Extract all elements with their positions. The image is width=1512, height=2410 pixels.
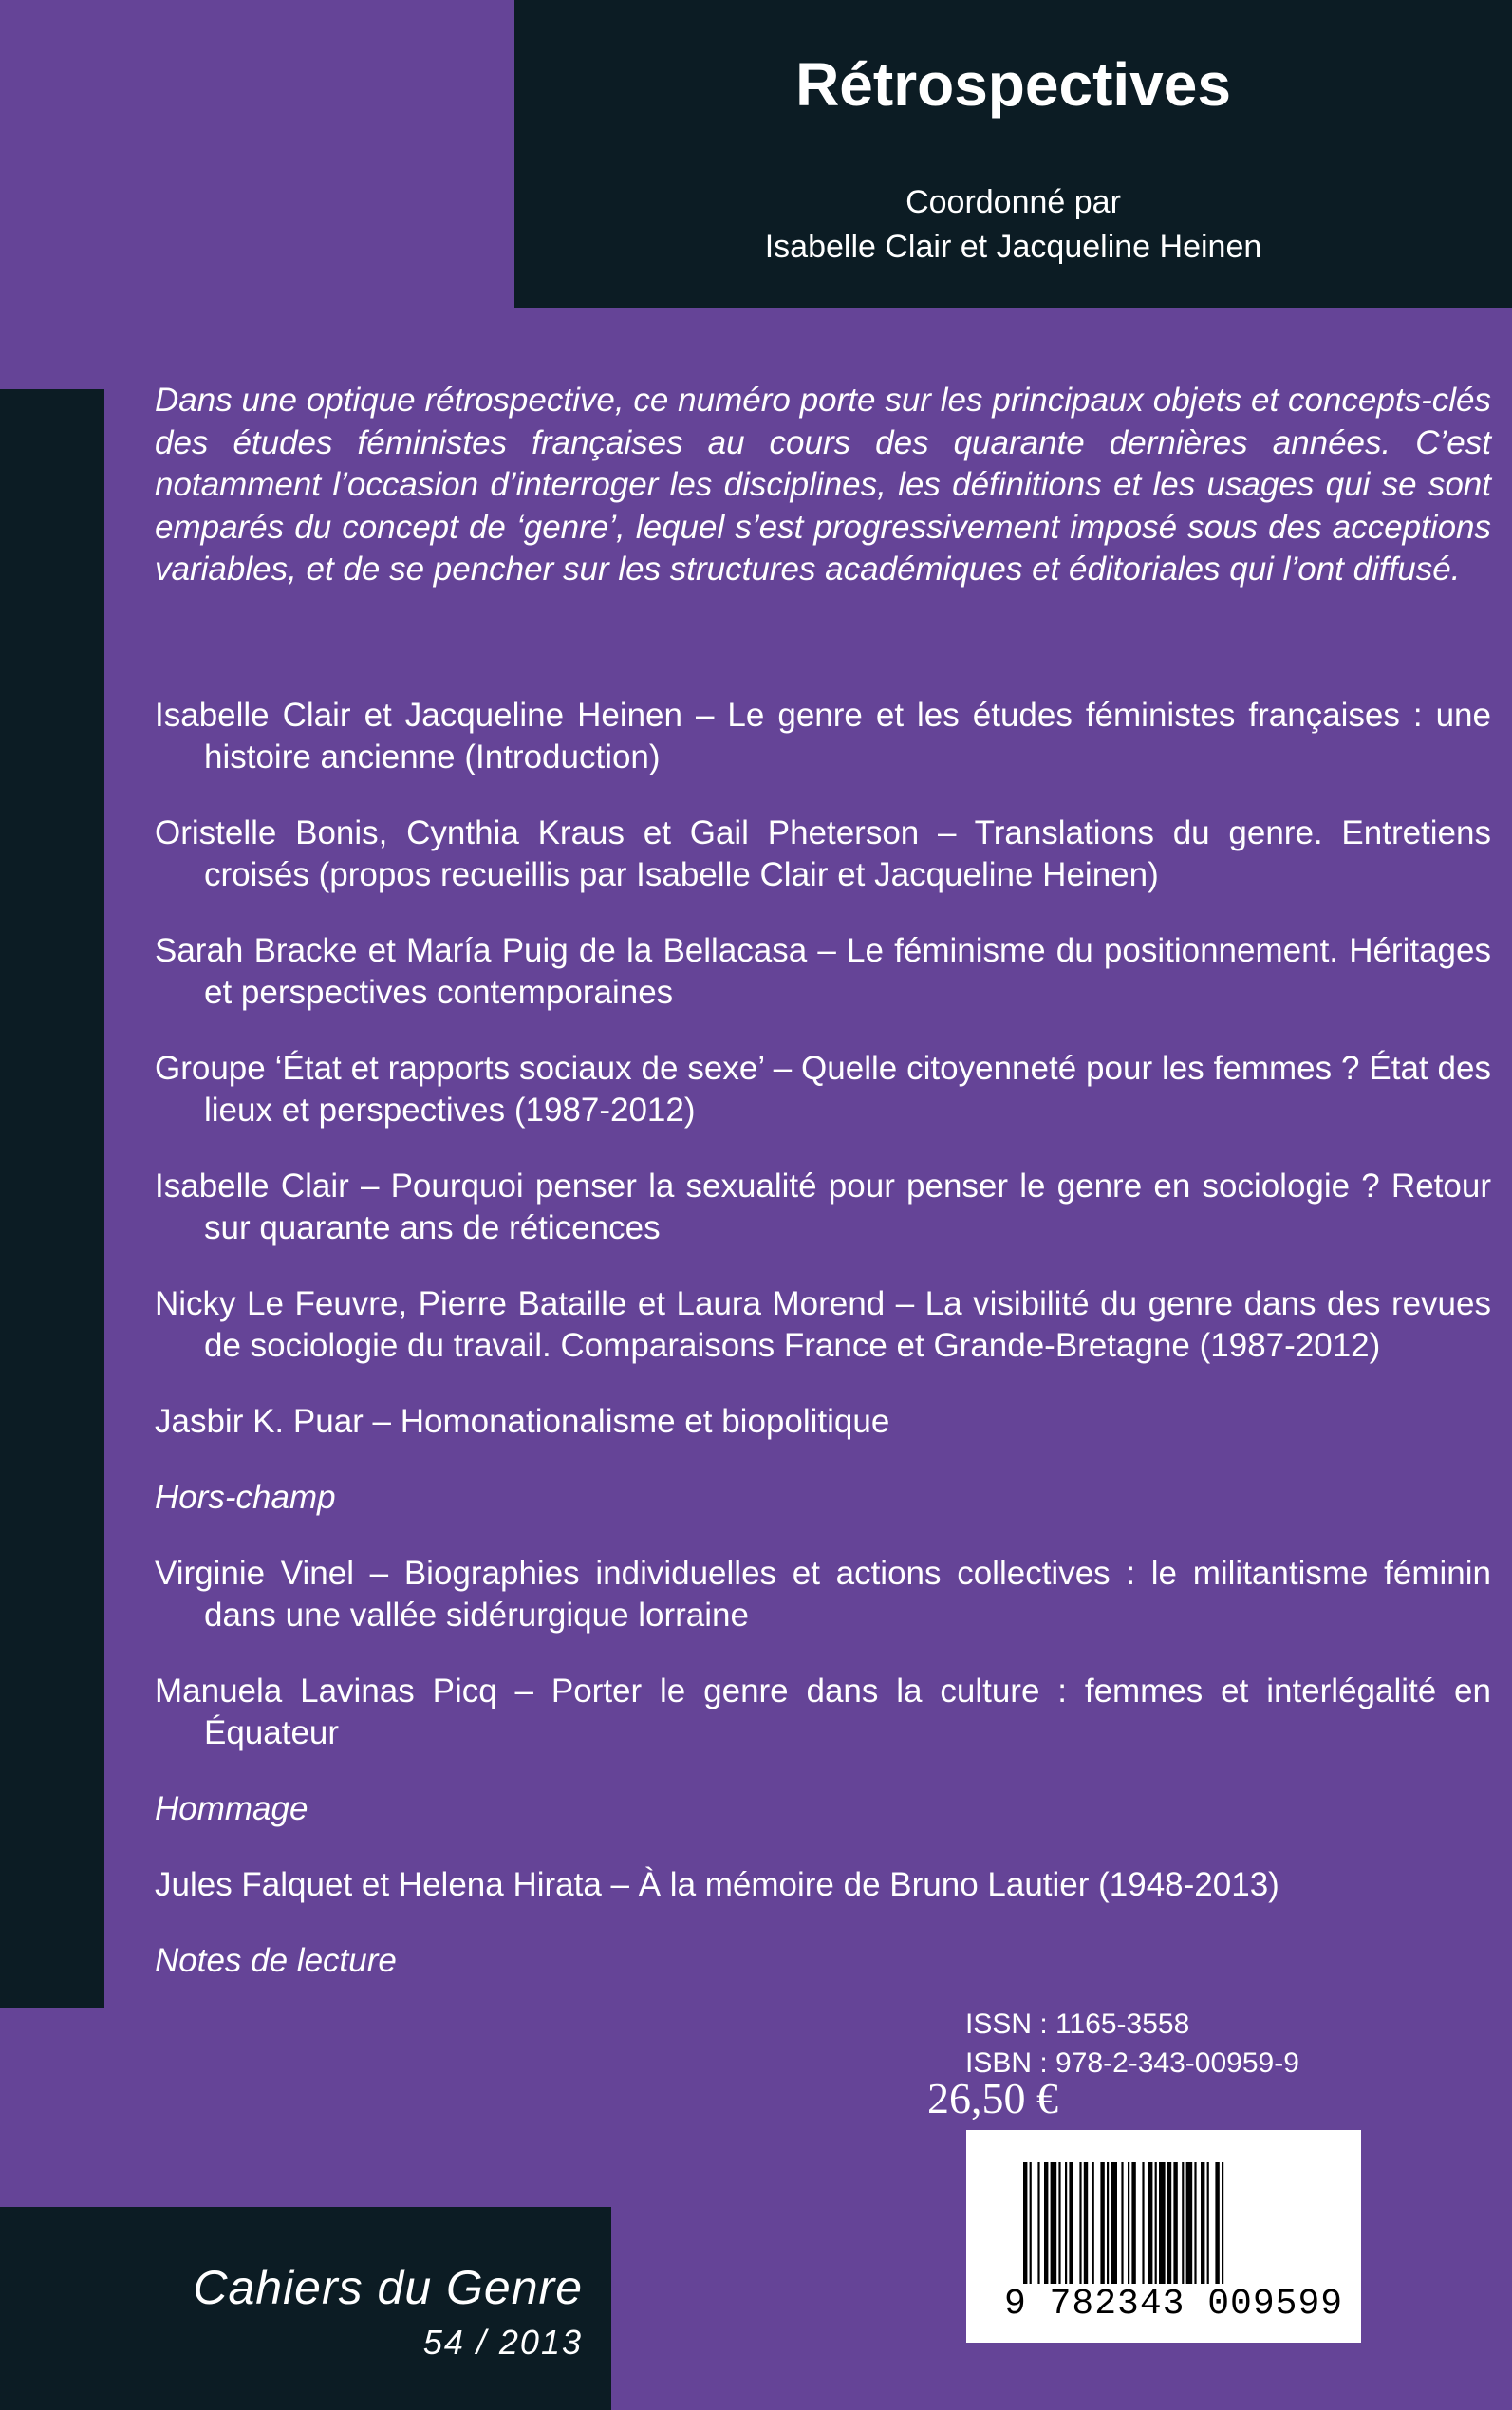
- toc-entry: Virginie Vinel – Biographies individuelles et actions collectives : le militantisme féminin dans une vallée sidérurgique lorraine: [155, 1555, 1491, 1634]
- toc-section-hommage: Hommage: [155, 1790, 308, 1827]
- barcode-bar: [1107, 2162, 1109, 2284]
- barcode-bar: [1207, 2162, 1209, 2284]
- coordinators-names: Isabelle Clair et Jacqueline Heinen: [764, 229, 1262, 265]
- identifiers-block: [965, 2005, 1299, 2083]
- barcode-bar: [1069, 2162, 1073, 2284]
- barcode-bar: [1222, 2162, 1223, 2284]
- barcode-bar: [1030, 2162, 1032, 2284]
- barcode-digits: 9 782343 009599: [1004, 2284, 1344, 2325]
- barcode-bar: [1131, 2162, 1135, 2284]
- barcode-bar: [1084, 2162, 1088, 2284]
- left-decorative-bar: [0, 389, 104, 2008]
- barcode-bar: [1194, 2162, 1196, 2284]
- page-title: Rétrospectives: [795, 50, 1231, 119]
- barcode-bar: [1159, 2162, 1166, 2284]
- journal-name: Cahiers du Genre: [193, 2261, 583, 2314]
- toc-entry: Nicky Le Feuvre, Pierre Bataille et Laura Morend – La visibilité du genre dans des revues de sociologie du travail. Comparaisons France et Grande-Bretagne (1987-2012): [155, 1285, 1491, 1364]
- issn-text: ISSN : 1165-3558: [965, 2008, 1190, 2040]
- barcode-bar: [1155, 2162, 1157, 2284]
- barcode-bar: [1186, 2162, 1193, 2284]
- price-text: 26,50 €: [927, 2074, 1058, 2122]
- toc-entry: Manuela Lavinas Picq – Porter le genre dans la culture : femmes et interlégalité en Équateur: [155, 1672, 1491, 1751]
- barcode-bar: [1173, 2162, 1177, 2284]
- table-of-contents: [155, 695, 1491, 2016]
- toc-section-notes: Notes de lecture: [155, 1942, 397, 1979]
- toc-entry: Jules Falquet et Helena Hirata – À la mémoire de Bruno Lautier (1948-2013): [155, 1866, 1279, 1903]
- barcode-bar: [1215, 2162, 1219, 2284]
- toc-entry: Groupe ‘État et rapports sociaux de sexe’ – Quelle citoyenneté pour les femmes ? État des lieux et perspectives (1987-2012): [155, 1050, 1491, 1129]
- barcode-bar: [1148, 2162, 1152, 2284]
- barcode-bar: [1128, 2162, 1129, 2284]
- barcode-bar: [1079, 2162, 1081, 2284]
- barcode-bar: [1058, 2162, 1060, 2284]
- barcode-bar: [1182, 2162, 1184, 2284]
- toc-entry: Oristelle Bonis, Cynthia Kraus et Gail Pheterson – Translations du genre. Entretiens croisés (propos recueillis par Isabelle Clair et Jacqueline Heinen): [155, 814, 1491, 893]
- barcode-bar: [1037, 2162, 1039, 2284]
- isbn-text: ISBN : 978-2-343-00959-9: [965, 2047, 1299, 2079]
- barcode-bar: [1051, 2162, 1057, 2284]
- issue-number: 54 / 2013: [422, 2323, 583, 2362]
- barcode-bar: [1201, 2162, 1204, 2284]
- barcode-bars-icon: [1023, 2162, 1304, 2284]
- barcode-bar: [1111, 2162, 1117, 2284]
- coordinators-block: [514, 180, 1512, 270]
- toc-entry: Sarah Bracke et María Puig de la Bellacasa – Le féminisme du positionnement. Héritages et perspectives contemporaines: [155, 932, 1491, 1011]
- barcode-bar: [1023, 2162, 1027, 2284]
- barcode-bar: [1121, 2162, 1123, 2284]
- footer-block: [0, 2207, 611, 2410]
- barcode-bar: [1100, 2162, 1104, 2284]
- header-block: [514, 0, 1512, 308]
- barcode-bar: [1065, 2162, 1067, 2284]
- toc-section-hors-champ: Hors-champ: [155, 1479, 336, 1516]
- barcode: [966, 2130, 1361, 2343]
- toc-entry: Jasbir K. Puar – Homonationalisme et biopolitique: [155, 1403, 890, 1440]
- coordinated-label: Coordonné par: [905, 184, 1121, 220]
- barcode-bar: [1044, 2162, 1048, 2284]
- intro-paragraph: Dans une optique rétrospective, ce numéro porte sur les principaux objets et concepts-clés des études féministes françaises au cours des quarante dernières années. C’est notamment l’occasion d’interroger les disciplines, les définitions et les usages qui se sont emparés du concept de ‘genre’, lequel s’est progressivement imposé sous des acceptions variables, et de se pencher sur les structures académiques et éditoriales qui l’ont diffusé.: [155, 382, 1491, 588]
- barcode-bar: [1142, 2162, 1144, 2284]
- toc-entry: Isabelle Clair – Pourquoi penser la sexualité pour penser le genre en sociologie ? Retour sur quarante ans de réticences: [155, 1168, 1491, 1246]
- barcode-bar: [1092, 2162, 1094, 2284]
- barcode-bar: [1167, 2162, 1171, 2284]
- toc-entry: Isabelle Clair et Jacqueline Heinen – Le genre et les études féministes françaises : une histoire ancienne (Introduction): [155, 697, 1491, 775]
